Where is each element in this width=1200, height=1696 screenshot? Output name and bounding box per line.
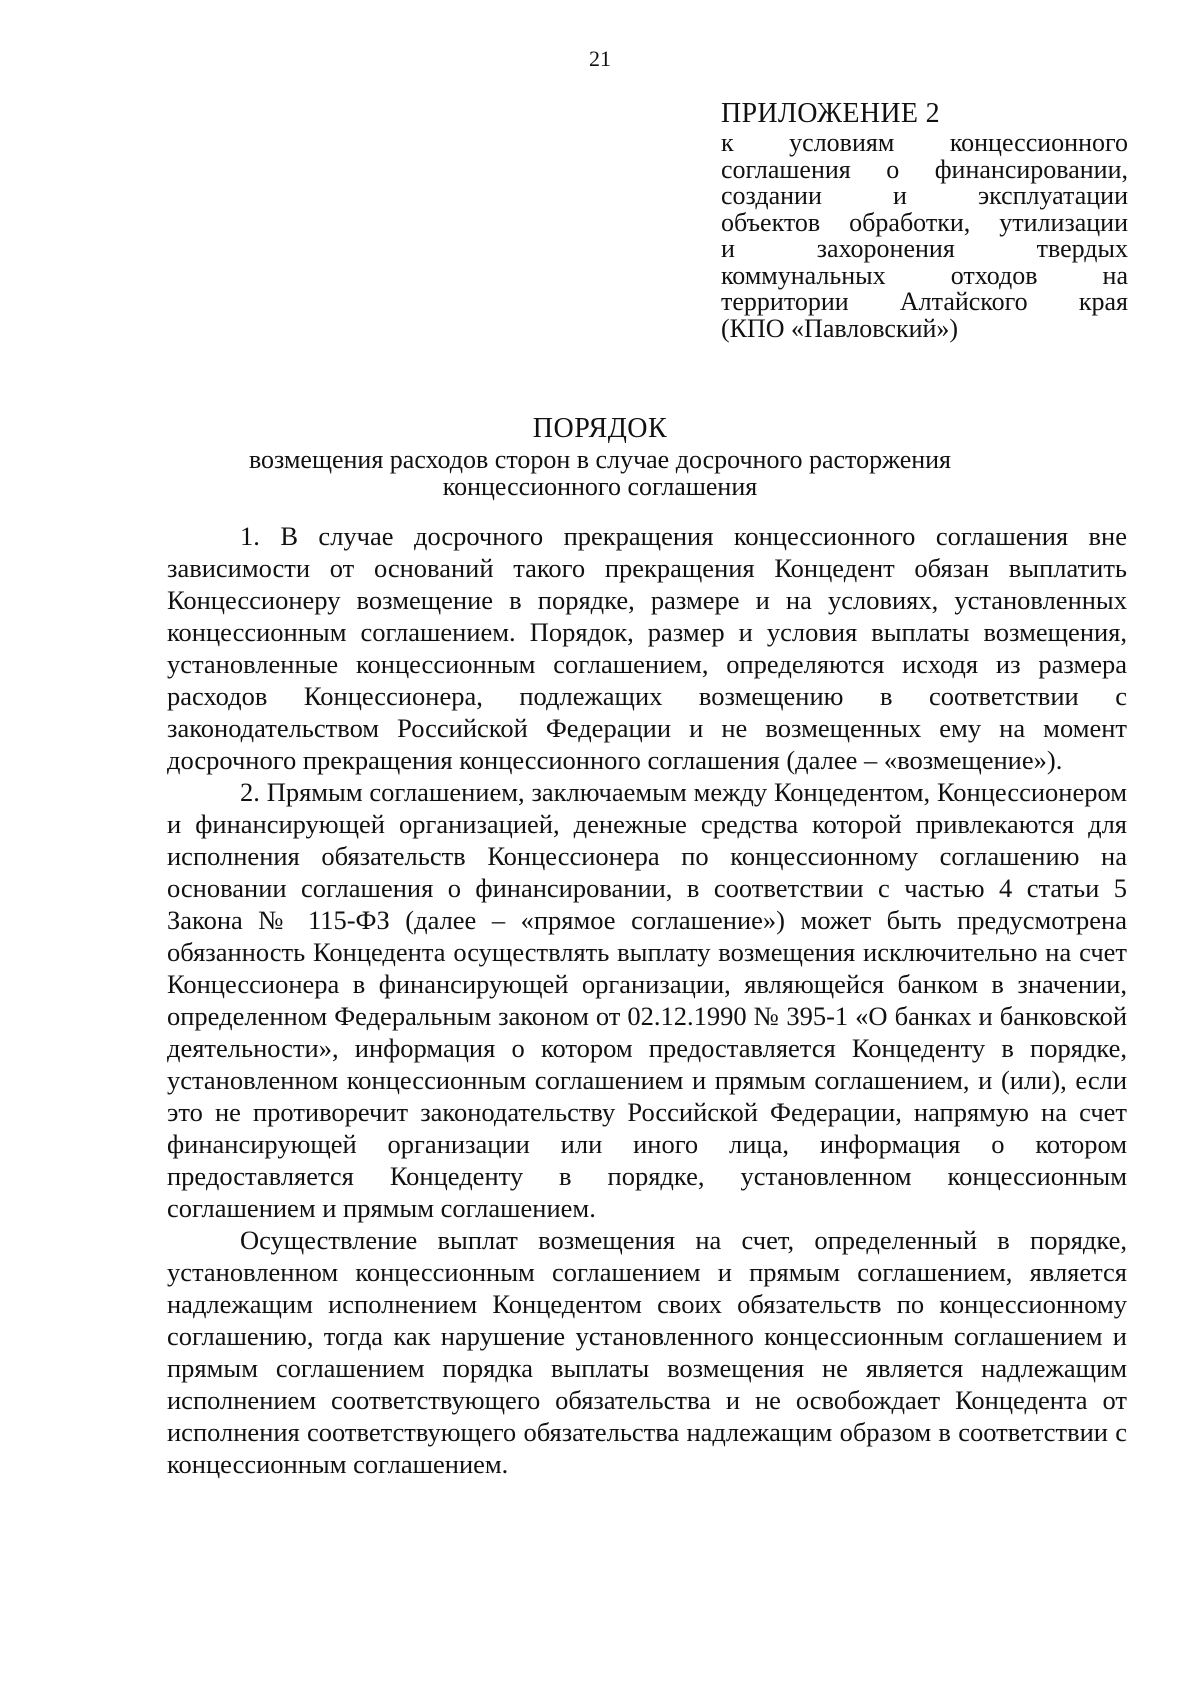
appendix-line: коммунальных отходов на — [721, 260, 1128, 290]
appendix-line: и захоронения твердых — [721, 234, 1128, 263]
appendix-line: территории Алтайского края — [721, 287, 1128, 316]
document-subtitle-line-1: возмещения расходов сторон в случае досрочного расторжения — [248, 445, 952, 474]
document-body — [167, 520, 1127, 1480]
appendix-line: соглашения о финансировании, — [721, 154, 1128, 184]
appendix-header — [721, 98, 1128, 342]
appendix-line: создании и эксплуатации — [721, 181, 1128, 210]
page-number: 21 — [589, 46, 611, 71]
appendix-line: к условиям концессионного — [721, 128, 1128, 157]
paragraph-2: 2. Прямым соглашением, заключаемым между Концедентом, Концессионером и финансирующей организацией, денежные средства которой привлекаются для исполнения обязательств Концессионера по концессионному соглашению на основании соглашения о финансировании, в соответствии с частью 4 статьи 5 Закона № 115-ФЗ (далее – «прямое соглашение») может быть предусмотрена обязанность Концедента осуществлять выплату возмещения исключительно на счет Концессионера в финансирующей организации, являющейся банком в значении, определенном Федеральным законом от 02.12.1990 № 395-1 «О банках и банковской деятельности», информация о котором предоставляется Концеденту в порядке, установленном концессионным соглашением и прямым соглашением, и (или), если это не противоречит законодательству Российской Федерации, напрямую на счет финансирующей организации или иного лица, информация о котором предоставляется Концеденту в порядке, установленном концессионным соглашением и прямым соглашением. — [167, 777, 1127, 1223]
document-title: ПОРЯДОК — [532, 413, 668, 444]
paragraph-1: 1. В случае досрочного прекращения концессионного соглашения вне зависимости от оснований такого прекращения Концедент обязан выплатить Концессионеру возмещение в порядке, размере и на условиях, установленных концессионным соглашением. Порядок, размер и условия выплаты возмещения, установленные концессионным соглашением, определяются исходя из размера расходов Концессионера, подлежащих возмещению в соответствии с законодательством Российской Федерации и не возмещенных ему на момент досрочного прекращения концессионного соглашения (далее – «возмещение»). — [167, 521, 1127, 775]
paragraph-3: Осуществление выплат возмещения на счет, определенный в порядке, установленном концессионным соглашением и прямым соглашением, является надлежащим исполнением Концедентом своих обязательств по концессионному соглашению, тогда как нарушение установленного концессионным соглашением и прямым соглашением порядка выплаты возмещения не является надлежащим исполнением соответствующего обязательства и не освобождает Концедента от исполнения соответствующего обязательства надлежащим образом в соответствии с концессионным соглашением. — [167, 1225, 1127, 1479]
appendix-line: (КПО «Павловский») — [721, 313, 959, 343]
appendix-title: ПРИЛОЖЕНИЕ 2 — [721, 98, 940, 129]
appendix-line: объектов обработки, утилизации — [721, 207, 1128, 237]
document-subtitle-line-2: концессионного соглашения — [442, 472, 758, 501]
document-heading — [0, 412, 1200, 500]
